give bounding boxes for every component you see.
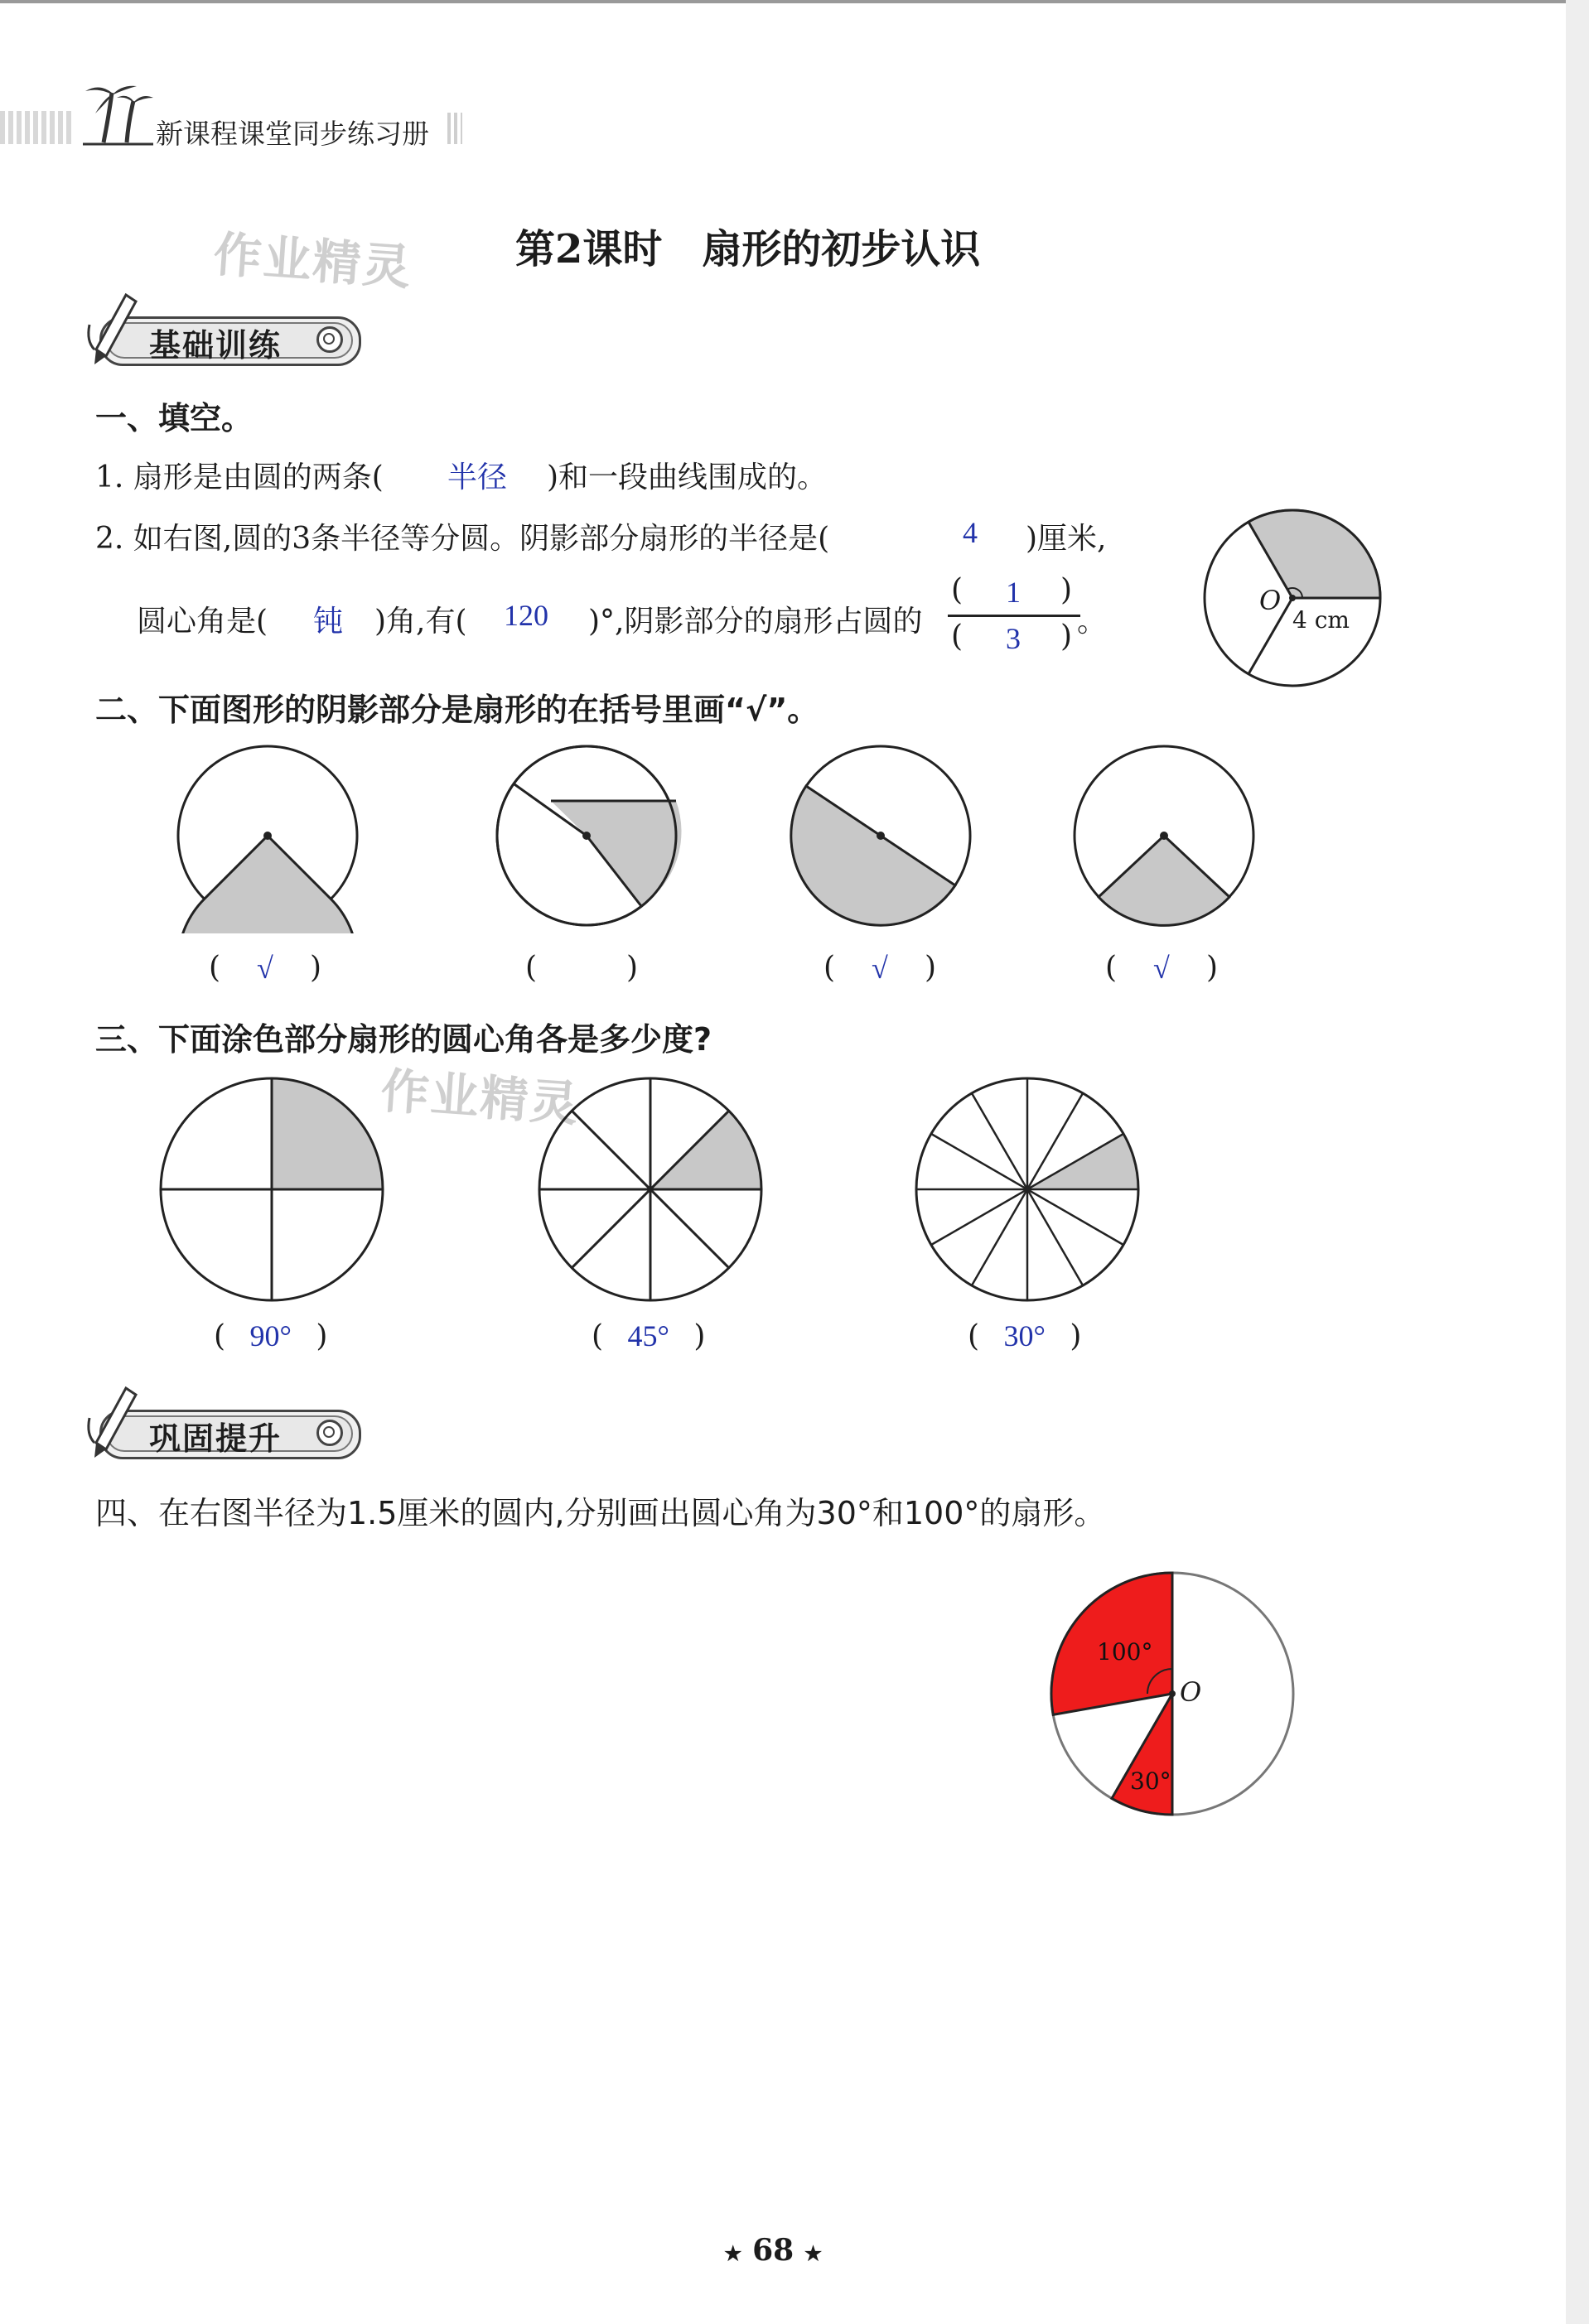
section-title-advanced: 巩固提升 <box>149 1420 283 1457</box>
part2-paren-4 <box>1105 951 1225 985</box>
paren-close: ) <box>310 951 322 985</box>
paren-open: ( <box>209 951 221 985</box>
q2-line2-mid2: )°,阴影部分的扇形占圆的 <box>588 605 923 639</box>
top-rule <box>0 0 1566 3</box>
part2-answer-4: √ <box>1153 952 1170 985</box>
q2-circle-figure <box>1193 505 1392 704</box>
q1-text-post: )和一段曲线围成的。 <box>547 460 828 494</box>
section-banner-basic <box>83 308 381 366</box>
q2-angle-type-answer: 钝 <box>313 605 344 638</box>
palm-tree-icon <box>79 76 157 147</box>
paren-close: ) <box>1206 951 1219 985</box>
page-number: 68 <box>752 2233 794 2268</box>
header-stripes <box>0 111 75 144</box>
part4-circle-figure <box>1044 1565 1301 1822</box>
q2-line1-post: )厘米, <box>1026 522 1107 556</box>
part3-circle-1 <box>156 1073 388 1305</box>
part2-heading: 二、下面图形的阴影部分是扇形的在括号里画“√”。 <box>95 692 819 728</box>
q2-line2-mid1: )角,有( <box>374 605 467 639</box>
fraction-bar <box>948 615 1080 617</box>
part2-answer-1: √ <box>257 952 273 985</box>
part2-circle-2 <box>491 743 682 933</box>
part3-answer-3: 30° <box>1003 1319 1046 1352</box>
watermark: 作业精灵 <box>211 225 414 297</box>
fraction-den-open: ( <box>951 620 964 653</box>
part2-circle-4 <box>1069 743 1259 933</box>
part2-paren-1 <box>209 951 329 985</box>
paren-close: ) <box>626 951 639 985</box>
paren-open: ( <box>968 1319 980 1353</box>
q1-answer: 半径 <box>447 460 508 494</box>
part4-label-100: 100° <box>1097 1638 1153 1666</box>
q2-end: 。 <box>1077 605 1108 639</box>
part3-answer-1: 90° <box>249 1319 292 1352</box>
q2-line2-pre: 圆心角是( <box>137 605 268 639</box>
part3-circle-3 <box>911 1073 1143 1305</box>
part4-center-label: O <box>1180 1676 1202 1708</box>
q2-line1-pre: 2. 如右图,圆的3条半径等分圆。阴影部分扇形的半径是( <box>95 522 830 556</box>
part2-paren-2 <box>525 951 645 985</box>
paren-close: ) <box>693 1319 706 1353</box>
pencil-icon <box>83 292 141 366</box>
watermark-2: 作业精灵 <box>379 1062 582 1133</box>
part3-heading: 三、下面涂色部分扇形的圆心角各是多少度? <box>95 1021 712 1058</box>
q2-radius-answer: 4 <box>963 516 978 549</box>
part2-circle-1 <box>172 743 363 933</box>
part2-answer-3: √ <box>872 952 888 985</box>
paren-close: ) <box>925 951 937 985</box>
header-stripes-right <box>447 113 462 144</box>
q2-degree-answer: 120 <box>504 599 548 632</box>
part3-answer-2: 45° <box>627 1319 669 1352</box>
part2-circle-3 <box>785 743 976 933</box>
part3-paren-2 <box>592 1319 705 1353</box>
pencil-icon <box>83 1385 141 1459</box>
paren-open: ( <box>525 951 538 985</box>
part3-paren-3 <box>968 1319 1081 1353</box>
part4-heading: 四、在右图半径为1.5厘米的圆内,分别画出圆心角为30°和100°的扇形。 <box>95 1495 1106 1531</box>
part4-label-30: 30° <box>1130 1767 1171 1795</box>
section-title-basic: 基础训练 <box>149 327 283 364</box>
lesson-title: 第2课时 扇形的初步认识 <box>515 226 981 272</box>
paren-close: ) <box>1070 1319 1082 1353</box>
paren-open: ( <box>823 951 836 985</box>
q2-fraction <box>944 573 1084 664</box>
paren-open: ( <box>1105 951 1118 985</box>
fraction-numerator: 1 <box>1006 576 1021 609</box>
q2-center-label: O <box>1259 585 1282 616</box>
part3-circle-2 <box>534 1073 766 1305</box>
paren-close: ) <box>316 1319 328 1353</box>
part1-heading: 一、填空。 <box>95 400 254 436</box>
book-title: 新课程课堂同步练习册 <box>156 118 429 150</box>
fraction-den-close: ) <box>1060 620 1073 653</box>
fraction-denominator: 3 <box>1006 622 1021 655</box>
q2-radius-label: 4 cm <box>1292 606 1350 634</box>
section-banner-advanced <box>83 1401 381 1459</box>
star-icon: ★ <box>724 2241 742 2265</box>
part3-paren-1 <box>214 1319 327 1353</box>
fraction-num-close: ) <box>1060 573 1073 607</box>
page-footer <box>724 2233 822 2268</box>
fraction-num-open: ( <box>951 573 964 607</box>
paren-open: ( <box>214 1319 226 1353</box>
paren-open: ( <box>592 1319 604 1353</box>
part2-paren-3 <box>823 951 944 985</box>
right-edge-shadow <box>1566 0 1589 2324</box>
star-icon: ★ <box>804 2241 823 2265</box>
q1-text-pre: 1. 扇形是由圆的两条( <box>95 460 384 494</box>
